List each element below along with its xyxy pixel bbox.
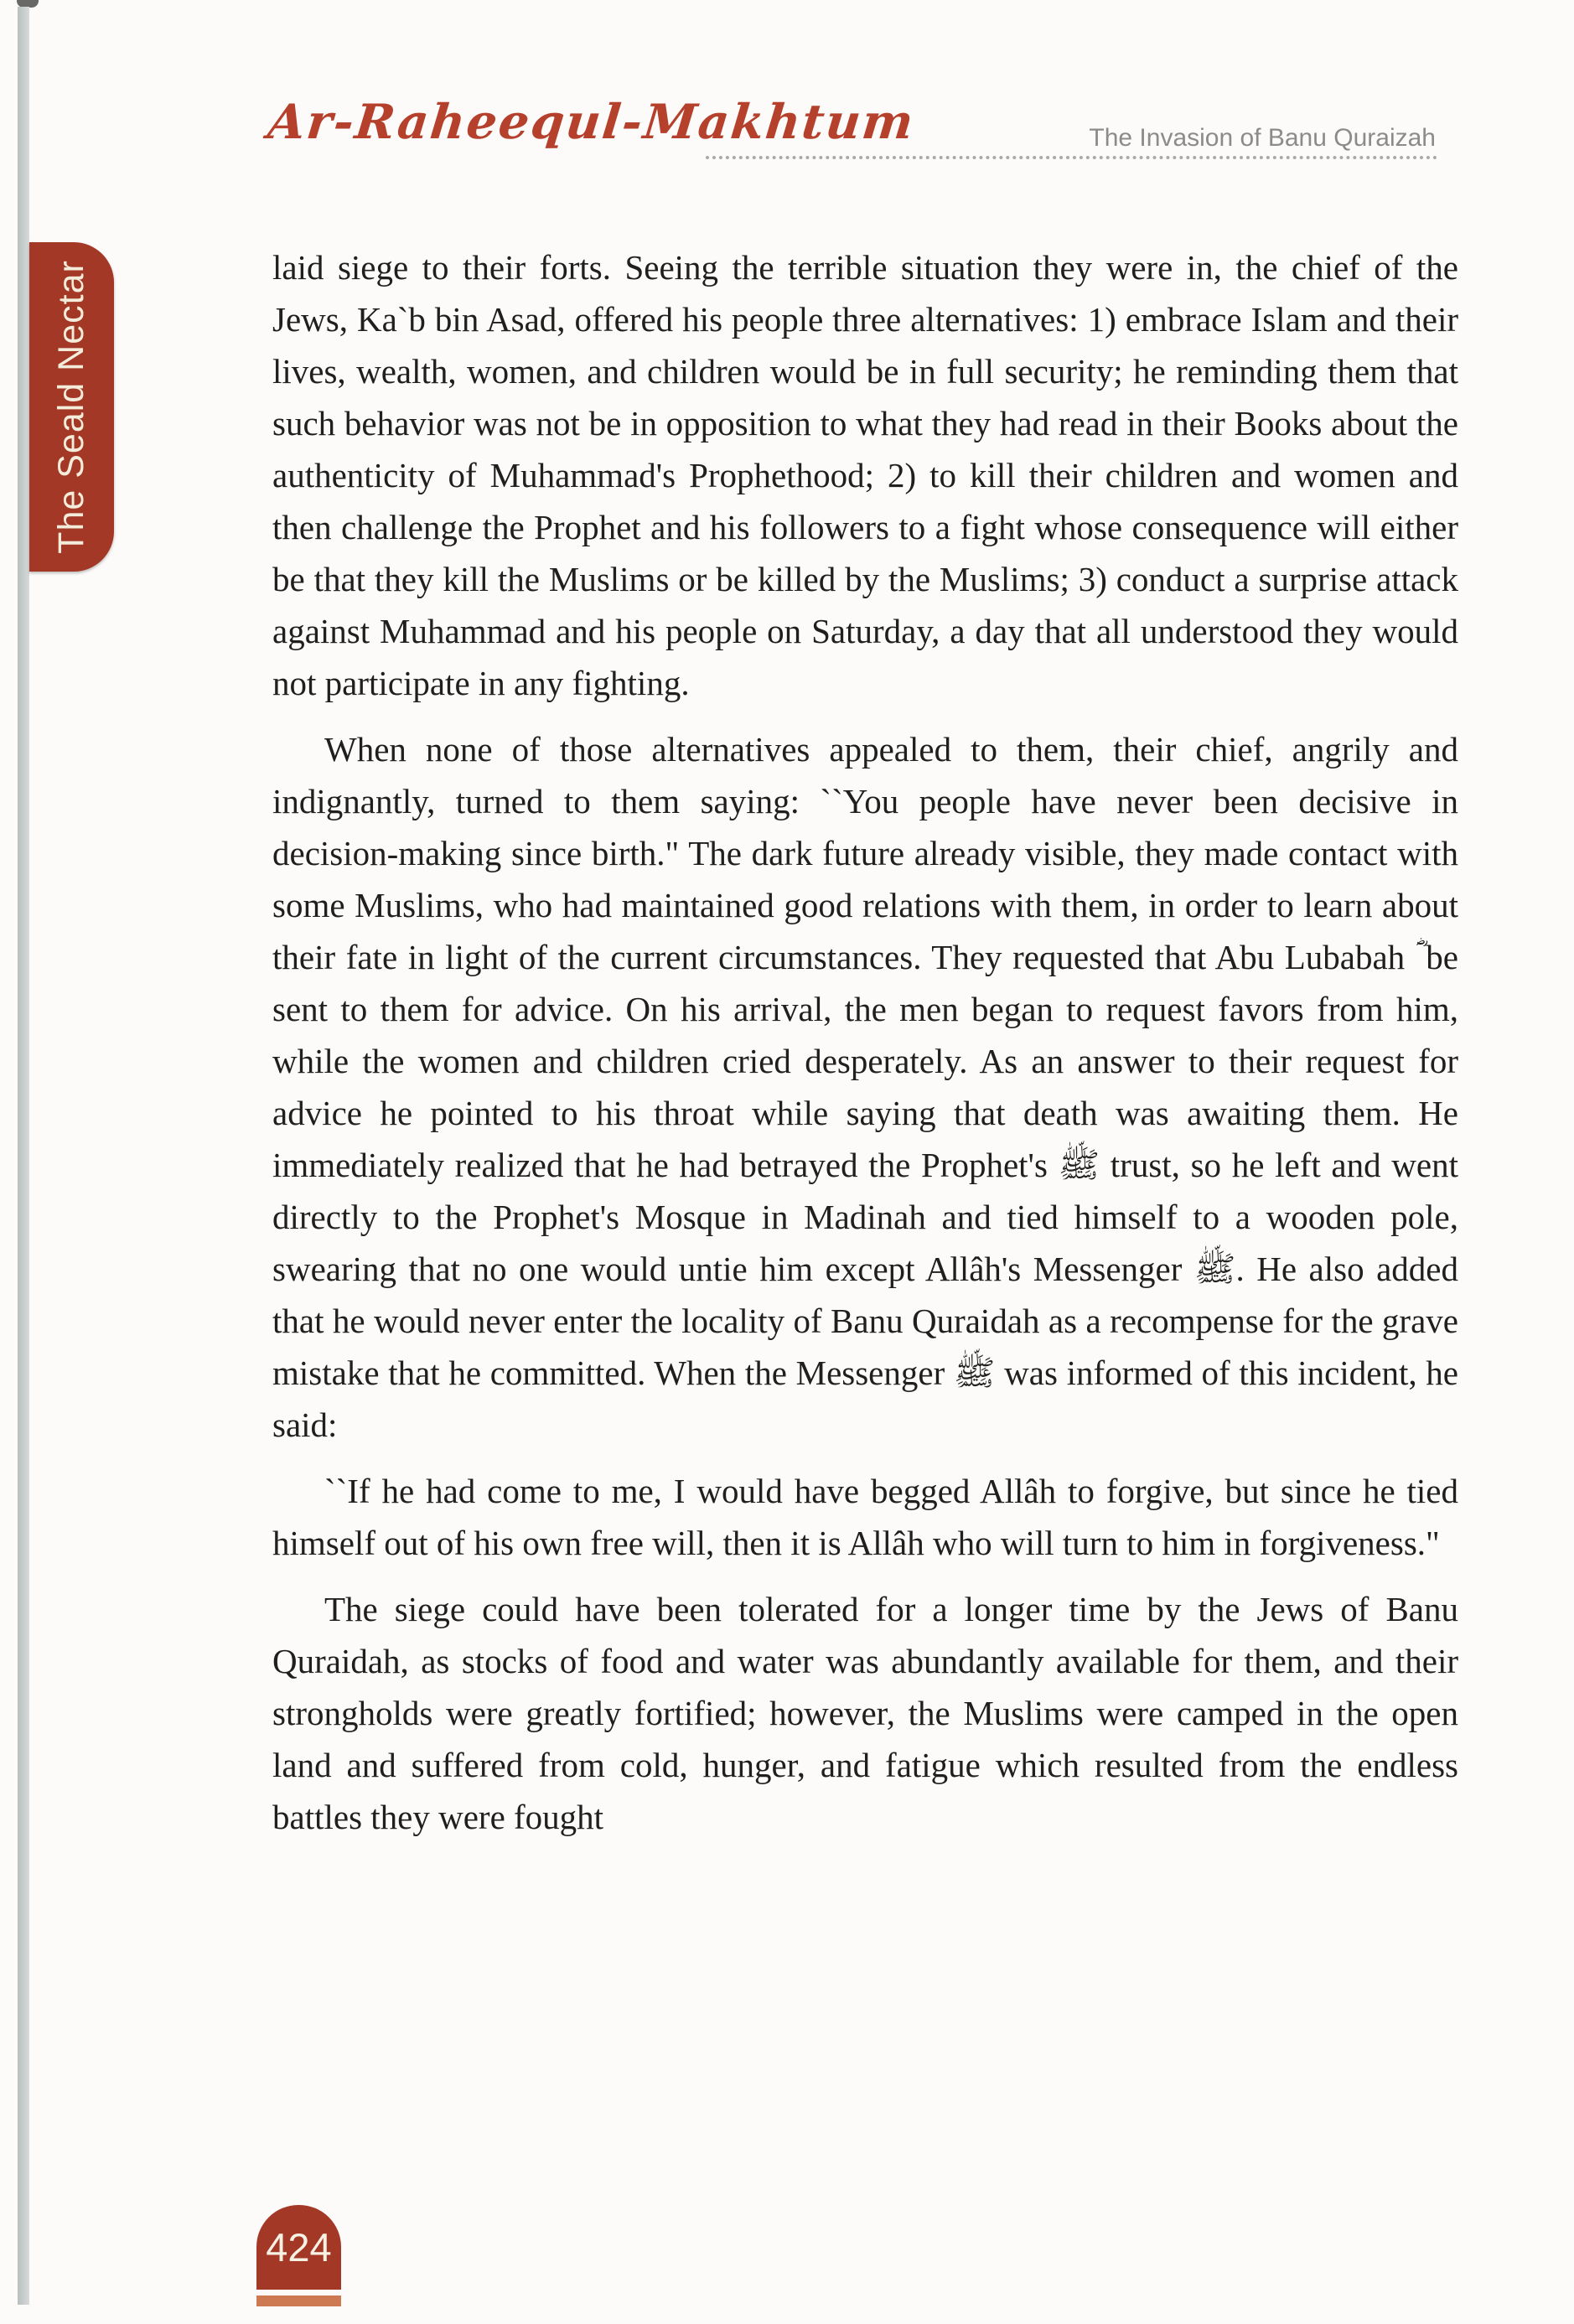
side-tab-label: The Seald Nectar	[51, 260, 91, 554]
body-text	[272, 241, 1458, 1843]
book-title-script: Ar-Raheequl-Makhtum	[265, 94, 918, 150]
header-dotted-rule	[706, 156, 1437, 159]
paragraph-siege-conditions: The siege could have been tolerated for a longer time by the Jews of Banu Quraidah, as stocks of food and water was abundantly available for them, and their strongholds were greatly fortified; however, the Muslims were camped in the open land and suffered from cold, hunger, and fatigue which resulted from the endless battles they were fought	[272, 1590, 1458, 1836]
paragraph-abu-lubabah: When none of those alternatives appealed to them, their chief, angrily and indignantly, turned to them saying: ``You people have never been decisive in decision-making since birth." The dark future already visible, they made contact with some Muslims, who had maintained good relations with them, in order to learn about their fate in light of the current circumstances. They requested that Abu Lubabah ؓ be sent to them for advice. On his arrival, the men began to request favors from him, while the women and children cried desperately. As an answer to their request for advice he pointed to his throat while saying that death was awaiting them. He immediately realized that he had betrayed the Prophet's ﷺ trust, so he left and went directly to the Prophet's Mosque in Madinah and tied himself to a wooden pole, swearing that no one would untie him except Allâh's Messenger ﷺ. He also added that he would never enter the locality of Banu Quraidah as a recompense for the grave mistake that he committed. When the Messenger ﷺ was informed of this incident, he said:	[272, 730, 1458, 1444]
page-edge-line	[18, 7, 29, 2305]
page-number-badge	[256, 2205, 341, 2290]
page-number-badge-strip	[256, 2296, 341, 2306]
side-tab	[29, 242, 114, 572]
paragraph-quote-forgiveness: ``If he had come to me, I would have begged Allâh to forgive, but since he tied himself out of his own free will, then it is Allâh who will turn to him in forgiveness."	[272, 1472, 1458, 1562]
page-number: 424	[266, 2225, 332, 2270]
chapter-title: The Invasion of Banu Quraizah	[1089, 124, 1436, 152]
paragraph-siege-alternatives: laid siege to their forts. Seeing the terrible situation they were in, the chief of the Jews, Ka`b bin Asad, offered his people three alternatives: 1) embrace Islam and their lives, wealth, women, and children would be in full security; he reminding them that such behavior was not be in opposition to what they had read in their Books about the authenticity of Muhammad's Prophethood; 2) to kill their children and women and then challenge the Prophet and his followers to a fight whose consequence will either be that they kill the Muslims or be killed by the Muslims; 3) conduct a surprise attack against Muhammad and his people on Saturday, a day that all understood they would not participate in any fighting.	[272, 248, 1458, 702]
